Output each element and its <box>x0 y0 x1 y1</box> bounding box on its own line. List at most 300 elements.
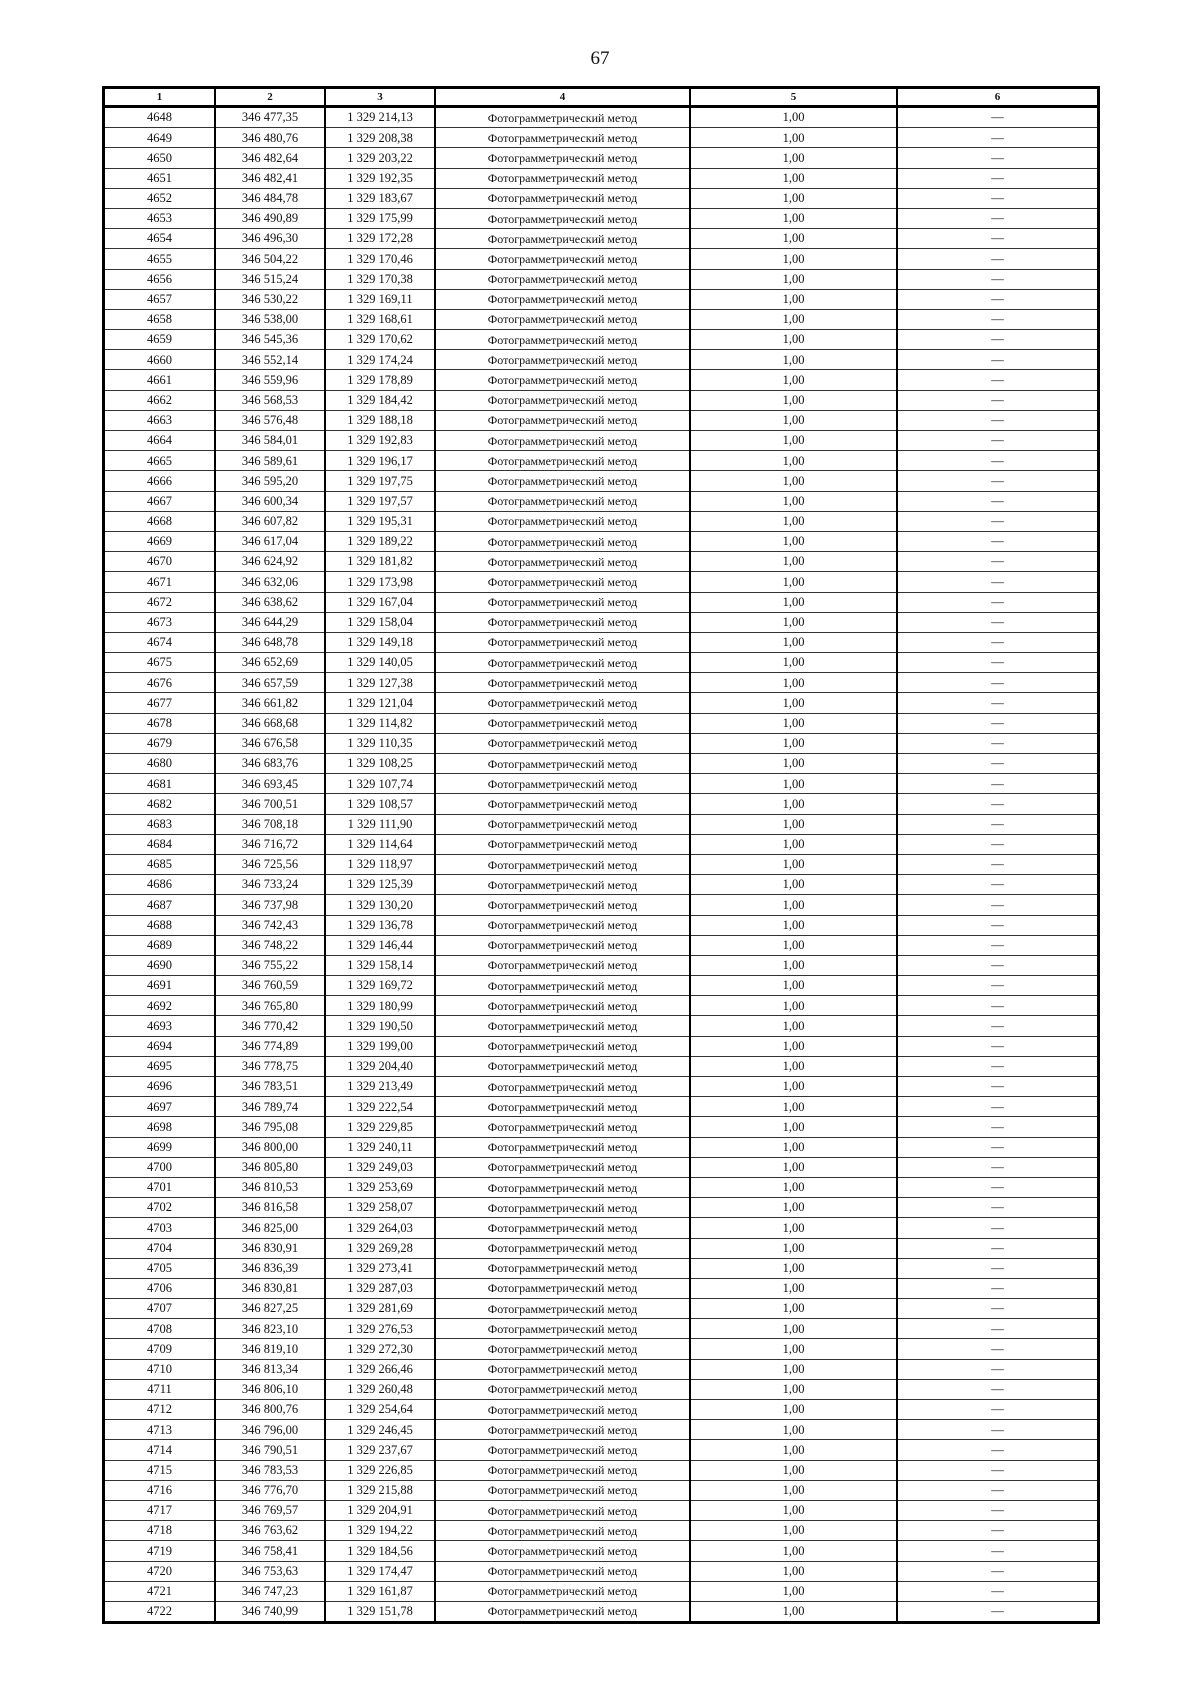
point-number-cell: 4718 <box>105 1521 215 1541</box>
description-cell: — <box>897 431 1097 451</box>
accuracy-cell: 1,00 <box>690 915 897 935</box>
method-cell: Фотограмметрический метод <box>435 208 690 228</box>
table-row <box>105 390 1097 410</box>
description-cell: — <box>897 1218 1097 1238</box>
point-number-cell: 4650 <box>105 148 215 168</box>
x-coordinate-cell: 346 607,82 <box>215 511 325 531</box>
table-row <box>105 1561 1097 1581</box>
description-cell: — <box>897 976 1097 996</box>
description-cell: — <box>897 955 1097 975</box>
accuracy-cell: 1,00 <box>690 592 897 612</box>
table-row <box>105 269 1097 289</box>
table-row <box>105 168 1097 188</box>
description-cell: — <box>897 1581 1097 1601</box>
table-row <box>105 471 1097 491</box>
page-number: 67 <box>590 48 610 69</box>
table-row <box>105 148 1097 168</box>
method-cell: Фотограмметрический метод <box>435 572 690 592</box>
method-cell: Фотограмметрический метод <box>435 1440 690 1460</box>
table-row <box>105 1198 1097 1218</box>
description-cell: — <box>897 1137 1097 1157</box>
table-row <box>105 733 1097 753</box>
x-coordinate-cell: 346 816,58 <box>215 1198 325 1218</box>
accuracy-cell: 1,00 <box>690 1420 897 1440</box>
method-cell: Фотограмметрический метод <box>435 1521 690 1541</box>
table-row <box>105 754 1097 774</box>
description-cell: — <box>897 148 1097 168</box>
description-cell: — <box>897 1460 1097 1480</box>
accuracy-cell: 1,00 <box>690 632 897 652</box>
method-cell: Фотограмметрический метод <box>435 1117 690 1137</box>
x-coordinate-cell: 346 490,89 <box>215 208 325 228</box>
point-number-cell: 4665 <box>105 451 215 471</box>
point-number-cell: 4692 <box>105 996 215 1016</box>
table-row <box>105 976 1097 996</box>
point-number-cell: 4711 <box>105 1379 215 1399</box>
y-coordinate-cell: 1 329 136,78 <box>325 915 435 935</box>
x-coordinate-cell: 346 589,61 <box>215 451 325 471</box>
accuracy-cell: 1,00 <box>690 208 897 228</box>
y-coordinate-cell: 1 329 272,30 <box>325 1339 435 1359</box>
coordinates-table-frame <box>102 86 1100 1624</box>
point-number-cell: 4672 <box>105 592 215 612</box>
point-number-cell: 4722 <box>105 1601 215 1621</box>
point-number-cell: 4680 <box>105 754 215 774</box>
accuracy-cell: 1,00 <box>690 895 897 915</box>
description-cell: — <box>897 693 1097 713</box>
method-cell: Фотограмметрический метод <box>435 229 690 249</box>
x-coordinate-cell: 346 790,51 <box>215 1440 325 1460</box>
y-coordinate-cell: 1 329 237,67 <box>325 1440 435 1460</box>
x-coordinate-cell: 346 747,23 <box>215 1581 325 1601</box>
accuracy-cell: 1,00 <box>690 1460 897 1480</box>
y-coordinate-cell: 1 329 161,87 <box>325 1581 435 1601</box>
point-number-cell: 4666 <box>105 471 215 491</box>
table-row <box>105 1601 1097 1621</box>
x-coordinate-cell: 346 624,92 <box>215 552 325 572</box>
accuracy-cell: 1,00 <box>690 875 897 895</box>
y-coordinate-cell: 1 329 178,89 <box>325 370 435 390</box>
method-cell: Фотограмметрический метод <box>435 834 690 854</box>
x-coordinate-cell: 346 795,08 <box>215 1117 325 1137</box>
method-cell: Фотограмметрический метод <box>435 1581 690 1601</box>
y-coordinate-cell: 1 329 281,69 <box>325 1299 435 1319</box>
accuracy-cell: 1,00 <box>690 976 897 996</box>
method-cell: Фотограмметрический метод <box>435 451 690 471</box>
description-cell: — <box>897 1097 1097 1117</box>
table-row <box>105 188 1097 208</box>
column-header-3: 3 <box>325 89 435 107</box>
accuracy-cell: 1,00 <box>690 996 897 1016</box>
method-cell: Фотограмметрический метод <box>435 1460 690 1480</box>
accuracy-cell: 1,00 <box>690 1117 897 1137</box>
description-cell: — <box>897 390 1097 410</box>
accuracy-cell: 1,00 <box>690 1379 897 1399</box>
description-cell: — <box>897 915 1097 935</box>
x-coordinate-cell: 346 576,48 <box>215 410 325 430</box>
point-number-cell: 4664 <box>105 431 215 451</box>
table-row <box>105 410 1097 430</box>
x-coordinate-cell: 346 774,89 <box>215 1036 325 1056</box>
description-cell: — <box>897 1601 1097 1621</box>
y-coordinate-cell: 1 329 175,99 <box>325 208 435 228</box>
accuracy-cell: 1,00 <box>690 733 897 753</box>
table-row <box>105 1157 1097 1177</box>
table-row <box>105 431 1097 451</box>
y-coordinate-cell: 1 329 114,64 <box>325 834 435 854</box>
column-header-6: 6 <box>897 89 1097 107</box>
accuracy-cell: 1,00 <box>690 1500 897 1520</box>
table-row <box>105 774 1097 794</box>
x-coordinate-cell: 346 683,76 <box>215 754 325 774</box>
method-cell: Фотограмметрический метод <box>435 1400 690 1420</box>
x-coordinate-cell: 346 648,78 <box>215 632 325 652</box>
x-coordinate-cell: 346 810,53 <box>215 1177 325 1197</box>
accuracy-cell: 1,00 <box>690 814 897 834</box>
method-cell: Фотограмметрический метод <box>435 976 690 996</box>
y-coordinate-cell: 1 329 169,11 <box>325 289 435 309</box>
point-number-cell: 4705 <box>105 1258 215 1278</box>
x-coordinate-cell: 346 823,10 <box>215 1319 325 1339</box>
point-number-cell: 4696 <box>105 1077 215 1097</box>
table-row <box>105 1077 1097 1097</box>
accuracy-cell: 1,00 <box>690 168 897 188</box>
method-cell: Фотограмметрический метод <box>435 107 690 128</box>
description-cell: — <box>897 996 1097 1016</box>
method-cell: Фотограмметрический метод <box>435 673 690 693</box>
point-number-cell: 4660 <box>105 350 215 370</box>
method-cell: Фотограмметрический метод <box>435 1319 690 1339</box>
method-cell: Фотограмметрический метод <box>435 148 690 168</box>
description-cell: — <box>897 1500 1097 1520</box>
accuracy-cell: 1,00 <box>690 1339 897 1359</box>
y-coordinate-cell: 1 329 108,25 <box>325 754 435 774</box>
x-coordinate-cell: 346 708,18 <box>215 814 325 834</box>
point-number-cell: 4707 <box>105 1299 215 1319</box>
x-coordinate-cell: 346 668,68 <box>215 713 325 733</box>
point-number-cell: 4681 <box>105 774 215 794</box>
description-cell: — <box>897 1339 1097 1359</box>
method-cell: Фотограмметрический метод <box>435 431 690 451</box>
description-cell: — <box>897 1379 1097 1399</box>
description-cell: — <box>897 1258 1097 1278</box>
y-coordinate-cell: 1 329 204,40 <box>325 1056 435 1076</box>
table-row <box>105 794 1097 814</box>
y-coordinate-cell: 1 329 118,97 <box>325 854 435 874</box>
method-cell: Фотограмметрический метод <box>435 733 690 753</box>
method-cell: Фотограмметрический метод <box>435 1359 690 1379</box>
x-coordinate-cell: 346 676,58 <box>215 733 325 753</box>
point-number-cell: 4648 <box>147 110 172 125</box>
y-coordinate-cell: 1 329 226,85 <box>325 1460 435 1480</box>
accuracy-cell: 1,00 <box>690 854 897 874</box>
table-row <box>105 895 1097 915</box>
table-body <box>105 107 1097 1622</box>
y-coordinate-cell: 1 329 174,24 <box>325 350 435 370</box>
description-cell: — <box>897 1440 1097 1460</box>
x-coordinate-cell: 346 482,64 <box>215 148 325 168</box>
accuracy-cell: 1,00 <box>690 1581 897 1601</box>
x-coordinate-cell: 346 755,22 <box>215 955 325 975</box>
description-cell: — <box>897 208 1097 228</box>
x-coordinate-cell: 346 632,06 <box>215 572 325 592</box>
description-cell: — <box>897 754 1097 774</box>
point-number-cell: 4659 <box>105 330 215 350</box>
y-coordinate-cell: 1 329 258,07 <box>325 1198 435 1218</box>
x-coordinate-cell: 346 737,98 <box>215 895 325 915</box>
point-number-cell: 4685 <box>105 854 215 874</box>
accuracy-cell: 1,00 <box>690 834 897 854</box>
accuracy-cell: 1,00 <box>690 1319 897 1339</box>
method-cell: Фотограмметрический метод <box>435 531 690 551</box>
accuracy-cell: 1,00 <box>690 673 897 693</box>
x-coordinate-cell: 346 538,00 <box>215 309 325 329</box>
method-cell: Фотограмметрический метод <box>435 794 690 814</box>
method-cell: Фотограмметрический метод <box>435 410 690 430</box>
accuracy-cell: 1,00 <box>690 410 897 430</box>
x-coordinate-cell: 346 530,22 <box>215 289 325 309</box>
point-number-cell: 4695 <box>105 1056 215 1076</box>
x-coordinate-cell: 346 657,59 <box>215 673 325 693</box>
accuracy-cell: 1,00 <box>690 1400 897 1420</box>
y-coordinate-cell: 1 329 110,35 <box>325 733 435 753</box>
y-coordinate-cell: 1 329 196,17 <box>325 451 435 471</box>
x-coordinate-cell: 346 813,34 <box>215 1359 325 1379</box>
table-row <box>105 713 1097 733</box>
y-coordinate-cell: 1 329 146,44 <box>325 935 435 955</box>
x-coordinate-cell: 346 617,04 <box>215 531 325 551</box>
method-cell: Фотограмметрический метод <box>435 1601 690 1621</box>
y-coordinate-cell: 1 329 190,50 <box>325 1016 435 1036</box>
y-coordinate-cell: 1 329 181,82 <box>325 552 435 572</box>
y-coordinate-cell: 1 329 266,46 <box>325 1359 435 1379</box>
y-coordinate-cell: 1 329 121,04 <box>325 693 435 713</box>
table-row <box>105 208 1097 228</box>
description-cell: — <box>897 269 1097 289</box>
description-cell: — <box>897 188 1097 208</box>
method-cell: Фотограмметрический метод <box>435 289 690 309</box>
y-coordinate-cell: 1 329 246,45 <box>325 1420 435 1440</box>
point-number-cell: 4721 <box>105 1581 215 1601</box>
point-number-cell: 4712 <box>105 1400 215 1420</box>
x-coordinate-cell: 346 652,69 <box>215 653 325 673</box>
table-row <box>105 653 1097 673</box>
column-header-4: 4 <box>435 89 690 107</box>
y-coordinate-cell: 1 329 184,56 <box>325 1541 435 1561</box>
method-cell: Фотограмметрический метод <box>435 693 690 713</box>
method-cell: Фотограмметрический метод <box>435 653 690 673</box>
method-cell: Фотограмметрический метод <box>435 955 690 975</box>
method-cell: Фотограмметрический метод <box>435 471 690 491</box>
x-coordinate-cell: 346 742,43 <box>215 915 325 935</box>
method-cell: Фотограмметрический метод <box>435 1097 690 1117</box>
description-cell: — <box>897 249 1097 269</box>
y-coordinate-cell: 1 329 125,39 <box>325 875 435 895</box>
x-coordinate-cell: 346 769,57 <box>215 1500 325 1520</box>
table-row <box>105 955 1097 975</box>
table-row <box>105 330 1097 350</box>
method-cell: Фотограмметрический метод <box>435 1218 690 1238</box>
description-cell: — <box>897 330 1097 350</box>
method-cell: Фотограмметрический метод <box>435 895 690 915</box>
description-cell: — <box>897 774 1097 794</box>
accuracy-cell: 1,00 <box>690 1561 897 1581</box>
y-coordinate-cell: 1 329 197,75 <box>325 471 435 491</box>
accuracy-cell: 1,00 <box>690 1097 897 1117</box>
column-header-1: 1 <box>105 89 215 107</box>
y-coordinate-cell: 1 329 204,91 <box>325 1500 435 1520</box>
x-coordinate-cell: 346 693,45 <box>215 774 325 794</box>
description-cell: — <box>897 289 1097 309</box>
description-cell: — <box>897 1056 1097 1076</box>
y-coordinate-cell: 1 329 189,22 <box>325 531 435 551</box>
description-cell: — <box>897 834 1097 854</box>
method-cell: Фотограмметрический метод <box>435 1238 690 1258</box>
accuracy-cell: 1,00 <box>690 1218 897 1238</box>
method-cell: Фотограмметрический метод <box>435 1480 690 1500</box>
accuracy-cell: 1,00 <box>690 107 897 128</box>
method-cell: Фотограмметрический метод <box>435 1177 690 1197</box>
description-cell: — <box>897 673 1097 693</box>
point-number-cell: 4713 <box>105 1420 215 1440</box>
table-row <box>105 1278 1097 1298</box>
accuracy-cell: 1,00 <box>690 128 897 148</box>
method-cell: Фотограмметрический метод <box>435 774 690 794</box>
point-number-cell: 4671 <box>105 572 215 592</box>
accuracy-cell: 1,00 <box>690 1238 897 1258</box>
table-row <box>105 107 1097 128</box>
y-coordinate-cell: 1 329 214,13 <box>325 107 435 128</box>
x-coordinate-cell: 346 765,80 <box>215 996 325 1016</box>
y-coordinate-cell: 1 329 273,41 <box>325 1258 435 1278</box>
description-cell: — <box>897 713 1097 733</box>
description-cell: — <box>897 350 1097 370</box>
y-coordinate-cell: 1 329 253,69 <box>325 1177 435 1197</box>
y-coordinate-cell: 1 329 108,57 <box>325 794 435 814</box>
accuracy-cell: 1,00 <box>690 471 897 491</box>
point-number-cell: 4693 <box>105 1016 215 1036</box>
y-coordinate-cell: 1 329 215,88 <box>325 1480 435 1500</box>
table-row <box>105 531 1097 551</box>
table-row <box>105 1238 1097 1258</box>
description-cell: — <box>897 794 1097 814</box>
point-number-cell: 4716 <box>105 1480 215 1500</box>
point-number-cell: 4703 <box>105 1218 215 1238</box>
description-cell: — <box>897 1541 1097 1561</box>
accuracy-cell: 1,00 <box>690 1056 897 1076</box>
y-coordinate-cell: 1 329 240,11 <box>325 1137 435 1157</box>
y-coordinate-cell: 1 329 276,53 <box>325 1319 435 1339</box>
x-coordinate-cell: 346 800,76 <box>215 1400 325 1420</box>
table-header <box>105 89 1097 107</box>
header-row <box>105 89 1097 107</box>
method-cell: Фотограмметрический метод <box>435 309 690 329</box>
accuracy-cell: 1,00 <box>690 431 897 451</box>
point-number-cell: 4689 <box>105 935 215 955</box>
y-coordinate-cell: 1 329 180,99 <box>325 996 435 1016</box>
table-row <box>105 1117 1097 1137</box>
accuracy-cell: 1,00 <box>690 1480 897 1500</box>
method-cell: Фотограмметрический метод <box>435 330 690 350</box>
y-coordinate-cell: 1 329 169,72 <box>325 976 435 996</box>
table-row <box>105 249 1097 269</box>
table-row <box>105 1581 1097 1601</box>
table-row <box>105 1299 1097 1319</box>
description-cell: — <box>897 814 1097 834</box>
point-number-cell: 4679 <box>105 733 215 753</box>
method-cell: Фотограмметрический метод <box>435 1137 690 1157</box>
description-cell: — <box>897 1278 1097 1298</box>
table-row <box>105 612 1097 632</box>
point-number-cell: 4700 <box>105 1157 215 1177</box>
y-coordinate-cell: 1 329 197,57 <box>325 491 435 511</box>
table-row <box>105 1258 1097 1278</box>
table-row <box>105 511 1097 531</box>
table-row <box>105 1319 1097 1339</box>
method-cell: Фотограмметрический метод <box>435 511 690 531</box>
x-coordinate-cell: 346 789,74 <box>215 1097 325 1117</box>
description-cell: — <box>897 1036 1097 1056</box>
method-cell: Фотограмметрический метод <box>435 1016 690 1036</box>
method-cell: Фотограмметрический метод <box>435 552 690 572</box>
table-row <box>105 309 1097 329</box>
point-number-cell: 4669 <box>105 531 215 551</box>
table-row <box>105 552 1097 572</box>
method-cell: Фотограмметрический метод <box>435 1077 690 1097</box>
point-number-cell: 4655 <box>105 249 215 269</box>
x-coordinate-cell: 346 716,72 <box>215 834 325 854</box>
point-number-cell: 4698 <box>105 1117 215 1137</box>
point-number-cell: 4676 <box>105 673 215 693</box>
y-coordinate-cell: 1 329 127,38 <box>325 673 435 693</box>
y-coordinate-cell: 1 329 208,38 <box>325 128 435 148</box>
y-coordinate-cell: 1 329 174,47 <box>325 1561 435 1581</box>
table-row <box>105 491 1097 511</box>
accuracy-cell: 1,00 <box>690 774 897 794</box>
table-row <box>105 451 1097 471</box>
accuracy-cell: 1,00 <box>690 935 897 955</box>
method-cell: Фотограмметрический метод <box>435 1561 690 1581</box>
point-number-cell: 4663 <box>105 410 215 430</box>
x-coordinate-cell: 346 825,00 <box>215 1218 325 1238</box>
point-number-cell: 4720 <box>105 1561 215 1581</box>
y-coordinate-cell: 1 329 213,49 <box>325 1077 435 1097</box>
point-number-cell: 4658 <box>105 309 215 329</box>
accuracy-cell: 1,00 <box>690 794 897 814</box>
point-number-cell: 4701 <box>105 1177 215 1197</box>
method-cell: Фотограмметрический метод <box>435 632 690 652</box>
y-coordinate-cell: 1 329 111,90 <box>325 814 435 834</box>
x-coordinate-cell: 346 830,81 <box>215 1278 325 1298</box>
method-cell: Фотограмметрический метод <box>435 168 690 188</box>
description-cell: — <box>897 1480 1097 1500</box>
y-coordinate-cell: 1 329 195,31 <box>325 511 435 531</box>
description-cell: — <box>897 935 1097 955</box>
y-coordinate-cell: 1 329 183,67 <box>325 188 435 208</box>
x-coordinate-cell: 346 805,80 <box>215 1157 325 1177</box>
accuracy-cell: 1,00 <box>690 491 897 511</box>
accuracy-cell: 1,00 <box>690 269 897 289</box>
point-number-cell: 4674 <box>105 632 215 652</box>
method-cell: Фотограмметрический метод <box>435 350 690 370</box>
y-coordinate-cell: 1 329 140,05 <box>325 653 435 673</box>
x-coordinate-cell: 346 644,29 <box>215 612 325 632</box>
method-cell: Фотограмметрический метод <box>435 269 690 289</box>
accuracy-cell: 1,00 <box>690 1077 897 1097</box>
accuracy-cell: 1,00 <box>690 1157 897 1177</box>
accuracy-cell: 1,00 <box>690 1521 897 1541</box>
x-coordinate-cell: 346 796,00 <box>215 1420 325 1440</box>
